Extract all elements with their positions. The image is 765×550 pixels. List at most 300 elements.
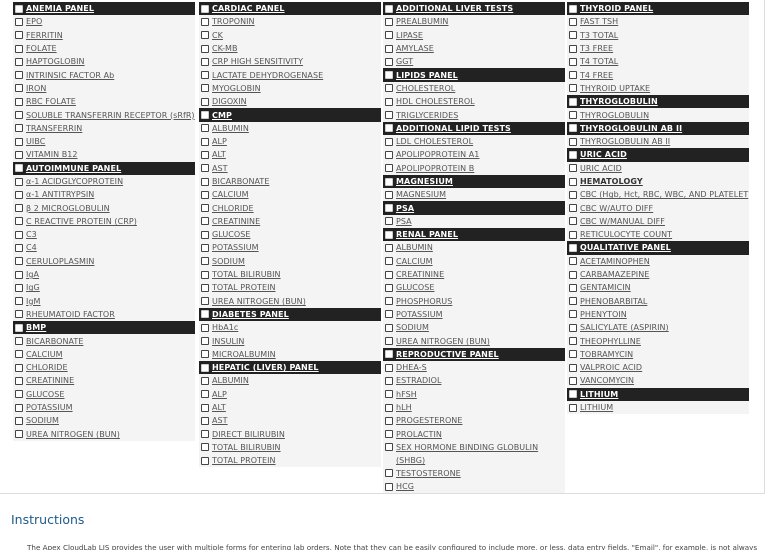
test-option[interactable]: [383, 188, 565, 201]
test-option[interactable]: [567, 188, 749, 201]
test-option-label[interactable]: CREATININE: [212, 216, 261, 226]
panel-header[interactable]: [567, 122, 749, 135]
test-option-label[interactable]: α-1 ANTITRYPSIN: [26, 190, 95, 200]
test-option[interactable]: [13, 308, 195, 321]
test-option[interactable]: [13, 334, 195, 347]
test-option[interactable]: [199, 454, 381, 467]
panel-header[interactable]: [383, 348, 565, 361]
test-checkbox[interactable]: [569, 364, 577, 372]
test-option-label[interactable]: CBC (Hgb, Hct, RBC, WBC, AND PLATELET: [580, 190, 749, 200]
test-option-label[interactable]: INTRINSIC FACTOR Ab: [26, 70, 115, 80]
panel-header-label[interactable]: RENAL PANEL: [396, 230, 459, 240]
test-checkbox[interactable]: [201, 457, 209, 465]
test-option-label[interactable]: PREALBUMIN: [396, 17, 449, 27]
test-option[interactable]: [199, 414, 381, 427]
test-checkbox[interactable]: [385, 244, 393, 252]
test-option[interactable]: [13, 148, 195, 161]
test-checkbox[interactable]: [385, 417, 393, 425]
test-option[interactable]: [199, 122, 381, 135]
test-checkbox[interactable]: [201, 337, 209, 345]
test-checkbox[interactable]: [569, 350, 577, 358]
panel-checkbox[interactable]: [385, 204, 393, 212]
test-option-label[interactable]: ALP: [212, 389, 227, 399]
test-checkbox[interactable]: [385, 364, 393, 372]
test-option-label[interactable]: UIBC: [26, 137, 46, 147]
test-checkbox[interactable]: [15, 111, 23, 119]
test-option-label[interactable]: POTASSIUM: [396, 309, 443, 319]
panel-header-label[interactable]: PSA: [396, 203, 415, 213]
test-checkbox[interactable]: [385, 377, 393, 385]
panel-header[interactable]: [199, 2, 381, 15]
test-checkbox[interactable]: [15, 151, 23, 159]
test-checkbox[interactable]: [201, 417, 209, 425]
test-checkbox[interactable]: [385, 138, 393, 146]
test-checkbox[interactable]: [385, 98, 393, 106]
test-option-label[interactable]: PROGESTERONE: [396, 416, 463, 426]
panel-checkbox[interactable]: [569, 5, 577, 13]
test-option[interactable]: [13, 122, 195, 135]
test-option-label[interactable]: CALCIUM: [396, 256, 433, 266]
test-option[interactable]: [567, 215, 749, 228]
test-option-label[interactable]: SALICYLATE (ASPIRIN): [580, 323, 669, 333]
test-option[interactable]: [383, 82, 565, 95]
test-option-label[interactable]: SOLUBLE TRANSFERRIN RECEPTOR (sRfR): [26, 110, 195, 120]
test-option-label[interactable]: PHENYTOIN: [580, 309, 627, 319]
test-option-label[interactable]: T4 TOTAL: [580, 57, 619, 67]
test-option-label[interactable]: C4: [26, 243, 37, 253]
test-checkbox[interactable]: [15, 297, 23, 305]
test-option[interactable]: [199, 295, 381, 308]
test-option[interactable]: [567, 308, 749, 321]
test-option-label[interactable]: CHLORIDE: [26, 363, 68, 373]
test-option[interactable]: [567, 401, 749, 414]
test-checkbox[interactable]: [15, 257, 23, 265]
test-option-label[interactable]: CHOLESTEROL: [396, 83, 456, 93]
test-option[interactable]: [199, 175, 381, 188]
test-option[interactable]: [13, 414, 195, 427]
test-option[interactable]: [567, 348, 749, 361]
test-option-label[interactable]: hLH: [396, 403, 412, 413]
test-option-label[interactable]: TRIGLYCERIDES: [396, 110, 459, 120]
panel-header-label[interactable]: DIABETES PANEL: [212, 309, 289, 319]
test-checkbox[interactable]: [15, 18, 23, 26]
test-option-label[interactable]: CREATININE: [396, 270, 445, 280]
test-checkbox[interactable]: [569, 45, 577, 53]
test-option[interactable]: [383, 215, 565, 228]
test-option-label[interactable]: CBC W/AUTO DIFF: [580, 203, 654, 213]
test-option[interactable]: [13, 348, 195, 361]
panel-header[interactable]: [383, 68, 565, 81]
test-option[interactable]: [567, 255, 749, 268]
test-option[interactable]: [383, 401, 565, 414]
test-option[interactable]: [13, 388, 195, 401]
test-option-label[interactable]: TESTOSTERONE: [396, 468, 461, 478]
test-option-label[interactable]: HDL CHOLESTEROL: [396, 97, 475, 107]
test-checkbox[interactable]: [385, 45, 393, 53]
test-option[interactable]: [199, 188, 381, 201]
test-option[interactable]: [383, 135, 565, 148]
test-checkbox[interactable]: [15, 310, 23, 318]
test-checkbox[interactable]: [15, 204, 23, 212]
test-option-label[interactable]: IgG: [26, 283, 40, 293]
test-checkbox[interactable]: [569, 138, 577, 146]
test-checkbox[interactable]: [201, 244, 209, 252]
panel-header-label[interactable]: ADDITIONAL LIPID TESTS: [396, 123, 511, 133]
test-option-label[interactable]: ALBUMIN: [396, 243, 433, 253]
test-option[interactable]: [13, 188, 195, 201]
panel-checkbox[interactable]: [15, 5, 23, 13]
panel-header[interactable]: [567, 241, 749, 254]
test-option[interactable]: [13, 241, 195, 254]
test-option-label[interactable]: ALT: [212, 403, 226, 413]
test-option-label[interactable]: HCG: [396, 482, 414, 492]
test-option-label[interactable]: GLUCOSE: [212, 230, 251, 240]
test-checkbox[interactable]: [385, 469, 393, 477]
test-option-label[interactable]: MYOGLOBIN: [212, 83, 261, 93]
test-checkbox[interactable]: [15, 31, 23, 39]
panel-checkbox[interactable]: [569, 151, 577, 159]
test-checkbox[interactable]: [569, 284, 577, 292]
test-checkbox[interactable]: [385, 111, 393, 119]
test-option-label[interactable]: GGT: [396, 57, 414, 67]
test-checkbox[interactable]: [385, 284, 393, 292]
test-option[interactable]: [567, 162, 749, 175]
test-checkbox[interactable]: [385, 84, 393, 92]
test-checkbox[interactable]: [15, 191, 23, 199]
test-option-label[interactable]: AST: [212, 416, 228, 426]
test-option-label[interactable]: VITAMIN B12: [26, 150, 78, 160]
test-checkbox[interactable]: [201, 164, 209, 172]
test-option-label[interactable]: CALCIUM: [212, 190, 249, 200]
panel-header-label[interactable]: MAGNESIUM: [396, 177, 453, 186]
test-checkbox[interactable]: [385, 390, 393, 398]
test-checkbox[interactable]: [201, 324, 209, 332]
test-option[interactable]: [13, 68, 195, 81]
test-option[interactable]: [199, 334, 381, 347]
test-option[interactable]: [13, 201, 195, 214]
test-option-label[interactable]: DIRECT BILIRUBIN: [212, 429, 285, 439]
panel-header-label[interactable]: QUALITATIVE PANEL: [580, 243, 671, 253]
test-option[interactable]: [383, 428, 565, 441]
panel-header-label[interactable]: BMP: [26, 323, 47, 333]
test-option[interactable]: [383, 255, 565, 268]
test-option-label[interactable]: ALBUMIN: [212, 376, 249, 386]
panel-header-label[interactable]: HEPATIC (LIVER) PANEL: [212, 363, 319, 373]
test-option-label[interactable]: GLUCOSE: [396, 283, 435, 293]
test-option-label[interactable]: SODIUM: [26, 416, 59, 426]
test-option-label[interactable]: GLUCOSE: [26, 389, 65, 399]
test-option[interactable]: [567, 15, 749, 28]
panel-header-label[interactable]: AUTOIMMUNE PANEL: [26, 163, 122, 173]
test-option-label[interactable]: THEOPHYLLINE: [580, 336, 641, 346]
test-option[interactable]: [13, 135, 195, 148]
test-checkbox[interactable]: [201, 350, 209, 358]
test-checkbox[interactable]: [15, 231, 23, 239]
test-option-label[interactable]: CARBAMAZEPINE: [580, 270, 650, 280]
test-option[interactable]: [199, 374, 381, 387]
test-option-label[interactable]: MICROALBUMIN: [212, 349, 276, 359]
test-option-label[interactable]: CK: [212, 30, 223, 40]
test-checkbox[interactable]: [201, 204, 209, 212]
test-checkbox[interactable]: [15, 138, 23, 146]
test-option-label[interactable]: EPO: [26, 17, 43, 27]
panel-header-label[interactable]: LIPIDS PANEL: [396, 70, 458, 80]
panel-checkbox[interactable]: [385, 178, 393, 186]
test-option-label[interactable]: CREATININE: [26, 376, 75, 386]
panel-header[interactable]: [199, 108, 381, 121]
test-option-label[interactable]: TOTAL BILIRUBIN: [212, 270, 281, 280]
test-checkbox[interactable]: [15, 271, 23, 279]
test-option[interactable]: [567, 321, 749, 334]
test-option[interactable]: [13, 95, 195, 108]
test-option[interactable]: [567, 334, 749, 347]
test-option[interactable]: [13, 228, 195, 241]
test-option[interactable]: [199, 55, 381, 68]
test-checkbox[interactable]: [385, 151, 393, 159]
test-option[interactable]: [199, 268, 381, 281]
test-option[interactable]: [13, 108, 195, 121]
test-option-label[interactable]: α-1 ACIDGLYCOPROTEIN: [26, 177, 124, 186]
panel-checkbox[interactable]: [385, 231, 393, 239]
panel-checkbox[interactable]: [385, 71, 393, 79]
panel-header[interactable]: [383, 201, 565, 214]
test-option[interactable]: [199, 228, 381, 241]
test-checkbox[interactable]: [15, 350, 23, 358]
test-option-label[interactable]: LDL CHOLESTEROL: [396, 137, 474, 147]
test-option[interactable]: [199, 388, 381, 401]
test-option[interactable]: [567, 201, 749, 214]
test-checkbox[interactable]: [569, 111, 577, 119]
test-option[interactable]: [199, 95, 381, 108]
test-checkbox[interactable]: [385, 430, 393, 438]
test-option[interactable]: [567, 68, 749, 81]
test-option-label[interactable]: ALT: [212, 150, 226, 160]
test-checkbox[interactable]: [201, 231, 209, 239]
test-option-label[interactable]: POTASSIUM: [26, 403, 73, 413]
test-option[interactable]: [567, 228, 749, 241]
test-option[interactable]: [383, 334, 565, 347]
test-option-label[interactable]: TRANSFERRIN: [26, 123, 83, 133]
test-checkbox[interactable]: [569, 377, 577, 385]
test-checkbox[interactable]: [15, 430, 23, 438]
test-option[interactable]: [383, 95, 565, 108]
test-option-label[interactable]: SODIUM: [212, 256, 245, 266]
panel-header[interactable]: [199, 361, 381, 374]
test-checkbox[interactable]: [569, 71, 577, 79]
test-option-label[interactable]: ACETAMINOPHEN: [580, 256, 650, 266]
test-option-label[interactable]: PSA: [396, 216, 412, 226]
test-option-label[interactable]: AST: [212, 163, 228, 173]
test-option-label[interactable]: CBC W/MANUAL DIFF: [580, 216, 665, 226]
panel-header-label[interactable]: CMP: [212, 110, 232, 120]
test-option[interactable]: [199, 321, 381, 334]
test-option[interactable]: [383, 148, 565, 161]
test-option-label[interactable]: CHLORIDE: [212, 203, 254, 213]
panel-checkbox[interactable]: [569, 390, 577, 398]
panel-checkbox[interactable]: [201, 5, 209, 13]
test-option-label[interactable]: UREA NITROGEN (BUN): [212, 296, 306, 306]
test-checkbox[interactable]: [569, 324, 577, 332]
test-option[interactable]: [199, 428, 381, 441]
test-option[interactable]: [13, 268, 195, 281]
panel-header[interactable]: [383, 2, 565, 15]
test-checkbox[interactable]: [15, 284, 23, 292]
panel-header-label[interactable]: THYROGLOBULIN: [580, 97, 658, 107]
test-checkbox[interactable]: [569, 204, 577, 212]
test-checkbox[interactable]: [569, 271, 577, 279]
test-option-label[interactable]: PHENOBARBITAL: [580, 296, 648, 306]
panel-checkbox[interactable]: [15, 324, 23, 332]
panel-checkbox[interactable]: [385, 5, 393, 13]
test-option-label[interactable]: MAGNESIUM: [396, 190, 447, 200]
test-checkbox[interactable]: [15, 377, 23, 385]
panel-header[interactable]: [567, 388, 749, 401]
panel-header[interactable]: [567, 148, 749, 161]
test-option-label[interactable]: PROLACTIN: [396, 429, 442, 439]
test-checkbox[interactable]: [201, 271, 209, 279]
test-option[interactable]: [13, 15, 195, 28]
test-option[interactable]: [383, 241, 565, 254]
panel-checkbox[interactable]: [385, 124, 393, 132]
test-option-label[interactable]: BICARBONATE: [212, 177, 270, 186]
test-checkbox[interactable]: [201, 31, 209, 39]
test-option-label[interactable]: ALP: [212, 137, 227, 147]
test-checkbox[interactable]: [385, 191, 393, 199]
test-option-label[interactable]: IgA: [26, 270, 40, 280]
test-checkbox[interactable]: [385, 297, 393, 305]
test-option[interactable]: [199, 148, 381, 161]
test-checkbox[interactable]: [201, 191, 209, 199]
test-option[interactable]: [383, 321, 565, 334]
test-checkbox[interactable]: [201, 84, 209, 92]
test-checkbox[interactable]: [201, 178, 209, 186]
test-option[interactable]: [13, 428, 195, 441]
test-checkbox[interactable]: [15, 217, 23, 225]
test-option[interactable]: [567, 29, 749, 42]
test-option[interactable]: [199, 348, 381, 361]
test-checkbox[interactable]: [569, 84, 577, 92]
test-option[interactable]: [567, 281, 749, 294]
test-checkbox[interactable]: [385, 58, 393, 66]
test-option-label[interactable]: LITHIUM: [580, 403, 614, 413]
test-option-label[interactable]: HbA1c: [212, 323, 239, 333]
panel-header[interactable]: [567, 95, 749, 108]
test-checkbox[interactable]: [569, 404, 577, 412]
test-option[interactable]: [383, 480, 565, 493]
test-option[interactable]: [13, 215, 195, 228]
test-checkbox[interactable]: [201, 284, 209, 292]
test-option-label[interactable]: UREA NITROGEN (BUN): [26, 429, 120, 439]
panel-header-label[interactable]: URIC ACID: [580, 150, 627, 160]
test-checkbox[interactable]: [15, 390, 23, 398]
test-option[interactable]: [199, 241, 381, 254]
panel-header-label[interactable]: ADDITIONAL LIVER TESTS: [396, 4, 514, 14]
test-option[interactable]: [13, 82, 195, 95]
test-checkbox[interactable]: [15, 45, 23, 53]
panel-header[interactable]: [13, 321, 195, 334]
test-option-label[interactable]: ALBUMIN: [212, 123, 249, 133]
test-option[interactable]: [199, 68, 381, 81]
panel-checkbox[interactable]: [201, 310, 209, 318]
test-option[interactable]: [13, 55, 195, 68]
panel-header-label[interactable]: ANEMIA PANEL: [26, 4, 95, 14]
panel-checkbox[interactable]: [201, 364, 209, 372]
test-option-label[interactable]: INSULIN: [212, 336, 245, 346]
test-option-label[interactable]: IgM: [26, 296, 41, 306]
panel-header[interactable]: [567, 175, 749, 188]
test-option[interactable]: [383, 467, 565, 480]
panel-checkbox[interactable]: [569, 244, 577, 252]
test-option[interactable]: [567, 295, 749, 308]
test-checkbox[interactable]: [15, 124, 23, 132]
test-checkbox[interactable]: [385, 217, 393, 225]
test-option-label[interactable]: ESTRADIOL: [396, 376, 442, 386]
panel-header[interactable]: [383, 122, 565, 135]
test-option[interactable]: [383, 15, 565, 28]
panel-header[interactable]: [383, 175, 565, 188]
test-option[interactable]: [199, 201, 381, 214]
test-option[interactable]: [13, 374, 195, 387]
test-checkbox[interactable]: [15, 404, 23, 412]
test-option-label[interactable]: T3 FREE: [580, 44, 614, 54]
test-checkbox[interactable]: [201, 377, 209, 385]
test-checkbox[interactable]: [201, 217, 209, 225]
test-option-label[interactable]: RBC FOLATE: [26, 97, 76, 107]
test-checkbox[interactable]: [15, 178, 23, 186]
panel-header-label[interactable]: REPRODUCTIVE PANEL: [396, 349, 499, 359]
test-option-label[interactable]: SEX HORMONE BINDING GLOBULIN (SHBG): [396, 442, 539, 465]
test-option-label[interactable]: POTASSIUM: [212, 243, 259, 253]
test-checkbox[interactable]: [385, 271, 393, 279]
test-option[interactable]: [383, 388, 565, 401]
test-checkbox[interactable]: [385, 310, 393, 318]
test-option-label[interactable]: UREA NITROGEN (BUN): [396, 336, 490, 346]
test-checkbox[interactable]: [201, 45, 209, 53]
test-option-label[interactable]: FERRITIN: [26, 30, 63, 40]
test-option[interactable]: [383, 308, 565, 321]
panel-checkbox[interactable]: [569, 124, 577, 132]
test-checkbox[interactable]: [201, 138, 209, 146]
test-option[interactable]: [383, 441, 565, 467]
test-option[interactable]: [567, 55, 749, 68]
test-checkbox[interactable]: [385, 404, 393, 412]
test-option-label[interactable]: IRON: [26, 83, 47, 93]
test-option[interactable]: [383, 55, 565, 68]
test-checkbox[interactable]: [201, 404, 209, 412]
test-option[interactable]: [383, 42, 565, 55]
test-option-label[interactable]: APOLIPOPROTEIN B: [396, 163, 475, 173]
test-option-label[interactable]: THYROGLOBULIN: [580, 110, 650, 120]
test-checkbox[interactable]: [201, 297, 209, 305]
test-option-label[interactable]: T3 TOTAL: [580, 30, 619, 40]
test-option[interactable]: [383, 162, 565, 175]
test-option[interactable]: [13, 401, 195, 414]
test-option-label[interactable]: C REACTIVE PROTEIN (CRP): [26, 216, 137, 226]
test-checkbox[interactable]: [569, 18, 577, 26]
panel-checkbox[interactable]: [569, 98, 577, 106]
test-option[interactable]: [13, 42, 195, 55]
panel-header-label[interactable]: THYROID PANEL: [580, 4, 654, 14]
test-checkbox[interactable]: [385, 257, 393, 265]
test-checkbox[interactable]: [569, 31, 577, 39]
test-checkbox[interactable]: [201, 257, 209, 265]
test-checkbox[interactable]: [569, 337, 577, 345]
panel-checkbox[interactable]: [385, 350, 393, 358]
test-checkbox[interactable]: [385, 483, 393, 491]
test-checkbox[interactable]: [15, 84, 23, 92]
test-checkbox[interactable]: [15, 244, 23, 252]
test-option-label[interactable]: PHOSPHORUS: [396, 296, 453, 306]
